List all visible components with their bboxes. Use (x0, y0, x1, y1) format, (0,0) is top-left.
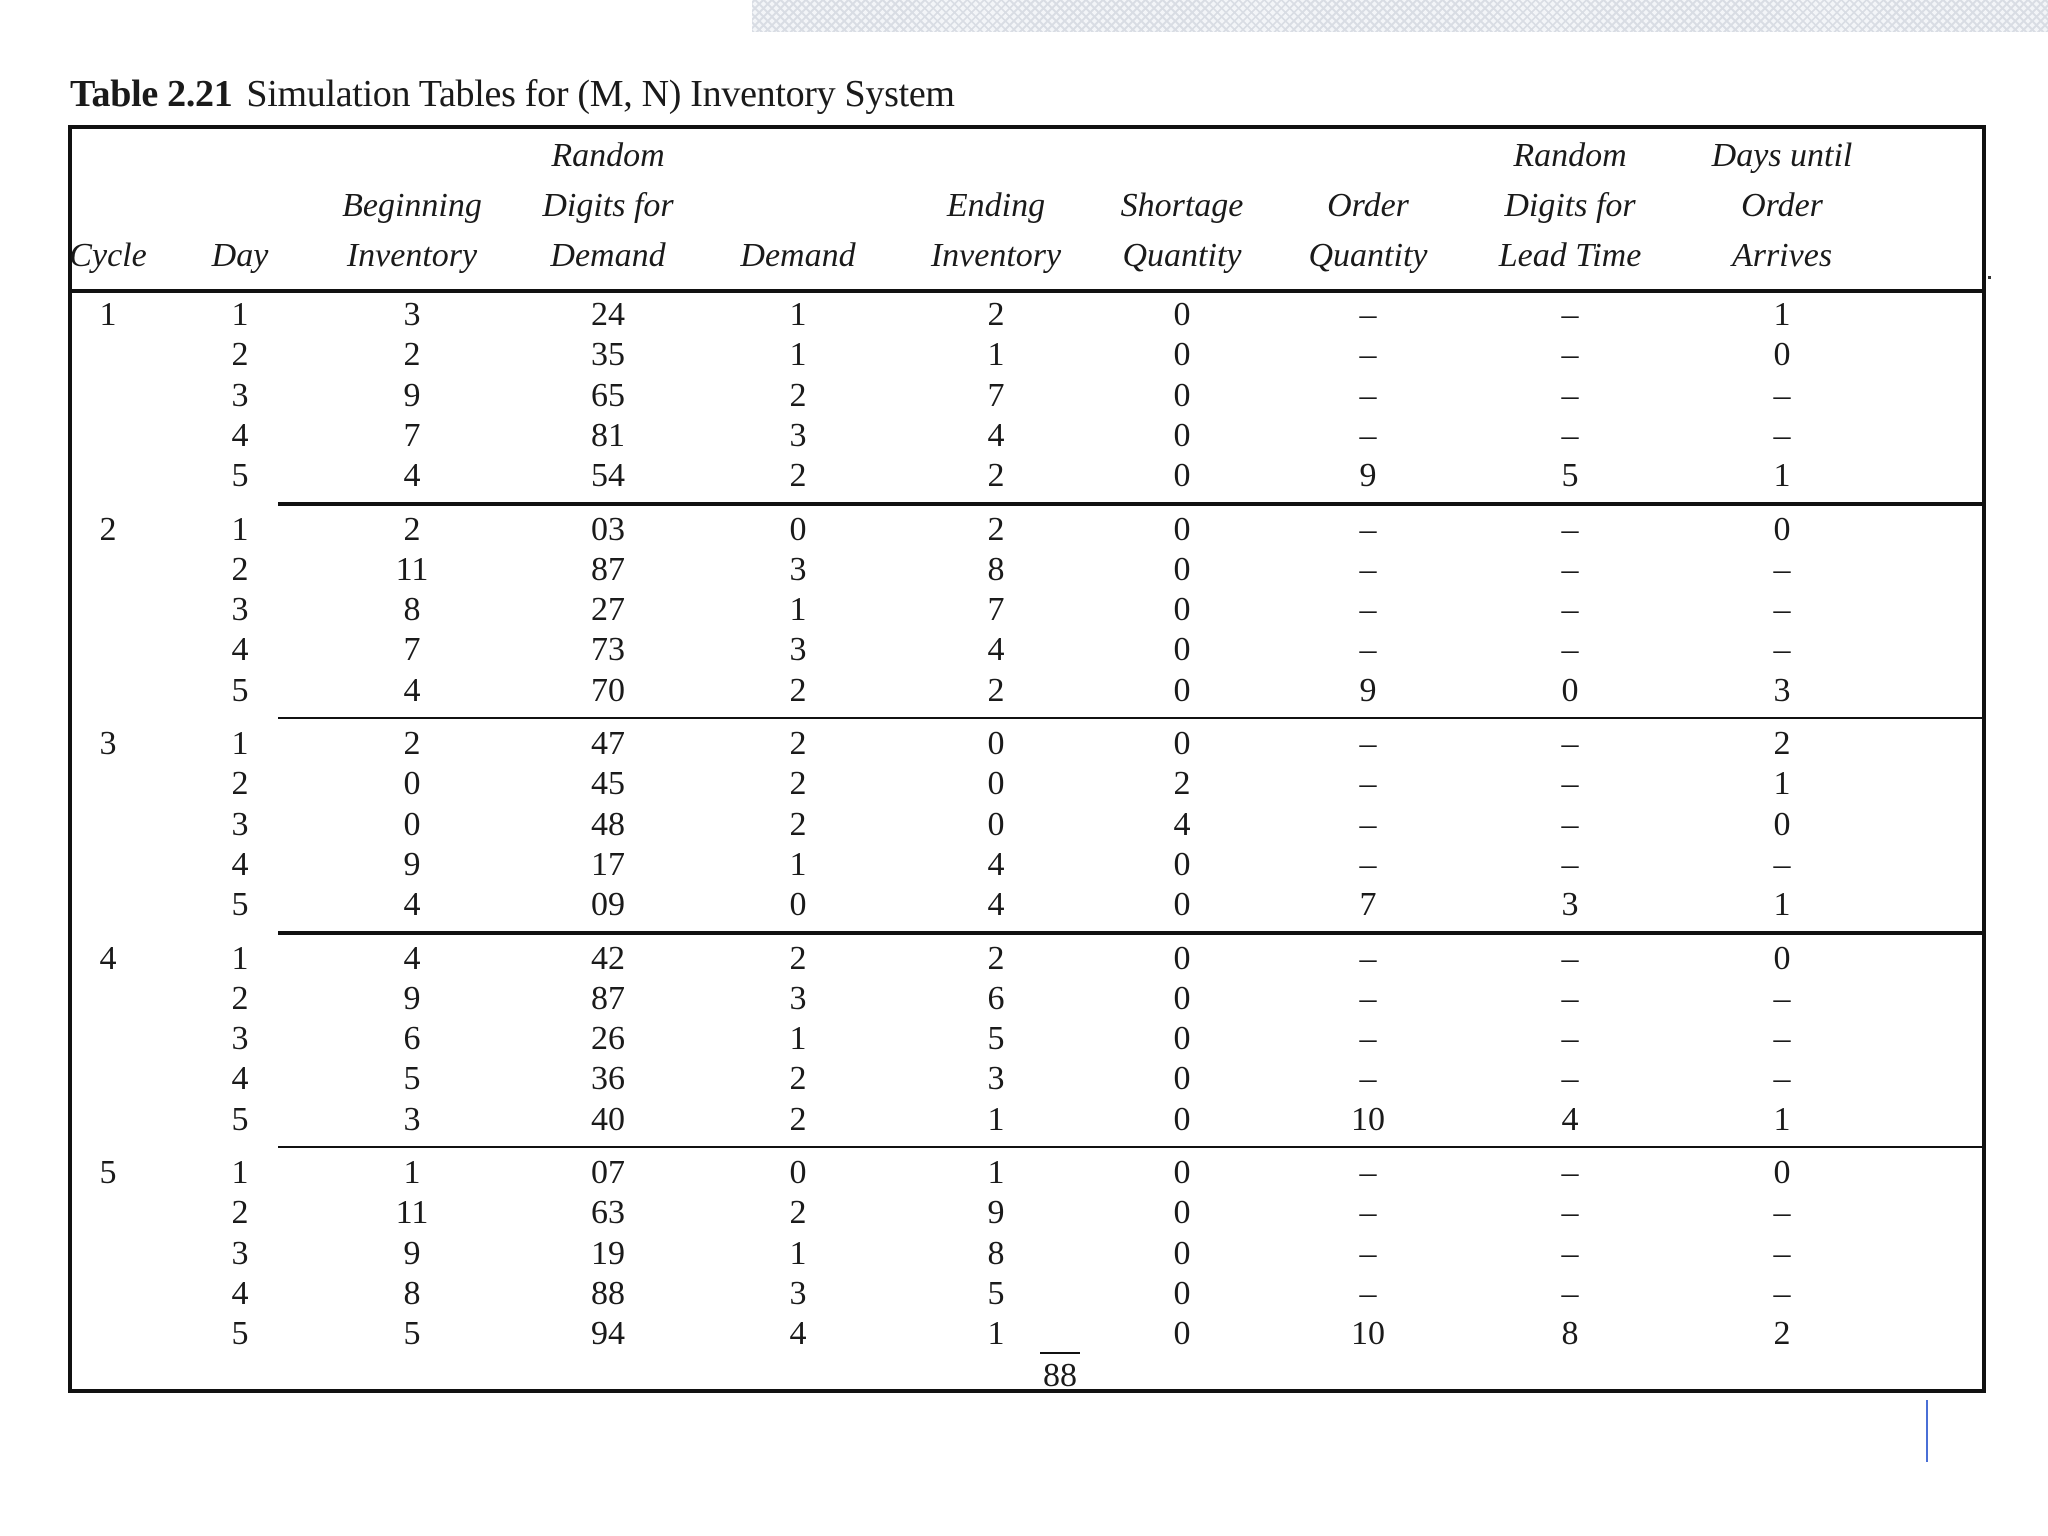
cell-ending-inventory: 0 (987, 805, 1005, 843)
cell-random-digits-lead-time: – (1561, 765, 1579, 803)
header-cycle (69, 231, 146, 281)
cell-random-digits-lead-time: – (1561, 1194, 1579, 1232)
cell-random-digits-lead-time: 3 (1561, 886, 1579, 924)
cell-random-digits-demand: 19 (591, 1234, 625, 1272)
cell-shortage-quantity: 0 (1173, 671, 1191, 709)
header-line: Shortage (1120, 187, 1244, 224)
cell-ending-inventory: 5 (987, 1020, 1005, 1058)
cell-beginning-inventory: 4 (403, 457, 421, 495)
cell-order-quantity: – (1359, 1274, 1377, 1312)
cell-days-until-order-arrives: 1 (1773, 296, 1791, 333)
cell-day: 4 (231, 1274, 249, 1312)
cell-ending-inventory: 9 (987, 1194, 1005, 1232)
cell-random-digits-lead-time: 0 (1561, 671, 1579, 709)
cell-order-quantity: – (1359, 1194, 1377, 1232)
cell-ending-inventory: 2 (987, 939, 1005, 977)
cell-beginning-inventory: 3 (403, 296, 421, 333)
cell-shortage-quantity: 0 (1173, 939, 1191, 977)
header-line: Digits for (1504, 187, 1636, 224)
header-line: Days until (1711, 137, 1853, 174)
cell-shortage-quantity: 0 (1173, 550, 1191, 588)
cell-order-quantity: – (1359, 336, 1377, 374)
cell-day: 2 (231, 336, 249, 374)
cell-random-digits-demand: 40 (591, 1100, 625, 1138)
cell-ending-inventory: 4 (987, 886, 1005, 924)
cell-day: 4 (231, 1060, 249, 1098)
cell-shortage-quantity: 0 (1173, 1234, 1191, 1272)
header-order-quantity (1309, 181, 1428, 281)
cell-beginning-inventory: 5 (403, 1060, 421, 1098)
cell-random-digits-demand: 42 (591, 939, 625, 977)
cell-ending-inventory: 4 (987, 631, 1005, 669)
cell-random-digits-demand: 24 (591, 296, 625, 333)
cycle-number: 3 (99, 725, 117, 762)
cell-demand: 2 (789, 805, 807, 843)
cell-random-digits-demand: 87 (591, 550, 625, 588)
cell-random-digits-demand: 36 (591, 1060, 625, 1098)
header-line: Random (551, 137, 665, 174)
cell-shortage-quantity: 0 (1173, 631, 1191, 669)
cell-day: 4 (231, 416, 249, 454)
cell-order-quantity: – (1359, 845, 1377, 883)
cell-demand: 2 (789, 376, 807, 414)
cell-shortage-quantity: 0 (1173, 1020, 1191, 1058)
cell-shortage-quantity: 0 (1173, 376, 1191, 414)
cell-ending-inventory: 2 (987, 296, 1005, 333)
cell-beginning-inventory: 11 (395, 1194, 429, 1232)
cell-days-until-order-arrives: – (1773, 591, 1791, 629)
ending-inventory-total: 88 (1043, 1357, 1077, 1394)
cycle-separator (278, 1146, 1982, 1148)
cell-shortage-quantity: 0 (1173, 336, 1191, 374)
cell-random-digits-demand: 87 (591, 979, 625, 1017)
cell-beginning-inventory: 8 (403, 1274, 421, 1312)
header-day (212, 231, 269, 281)
simulation-table (68, 125, 1986, 1393)
cell-beginning-inventory: 9 (403, 1234, 421, 1272)
cell-days-until-order-arrives: 1 (1773, 1100, 1791, 1138)
cell-random-digits-demand: 27 (591, 591, 625, 629)
header-line: Day (211, 237, 269, 274)
cell-shortage-quantity: 0 (1173, 416, 1191, 454)
cell-days-until-order-arrives: – (1773, 845, 1791, 883)
cell-random-digits-lead-time: – (1561, 296, 1579, 333)
cell-shortage-quantity: 0 (1173, 1315, 1191, 1353)
cell-random-digits-lead-time: – (1561, 631, 1579, 669)
cell-order-quantity: – (1359, 631, 1377, 669)
header-line: Arrives (1731, 237, 1833, 274)
cell-random-digits-lead-time: – (1561, 939, 1579, 977)
cell-random-digits-lead-time: – (1561, 416, 1579, 454)
cell-random-digits-demand: 70 (591, 671, 625, 709)
cell-random-digits-lead-time: – (1561, 845, 1579, 883)
cell-beginning-inventory: 8 (403, 591, 421, 629)
cell-ending-inventory: 3 (987, 1060, 1005, 1098)
table-number: Table 2.21 (70, 73, 233, 115)
top-decorative-band (752, 0, 2048, 32)
cell-ending-inventory: 5 (987, 1274, 1005, 1312)
cell-shortage-quantity: 4 (1173, 805, 1191, 843)
cell-order-quantity: – (1359, 1060, 1377, 1098)
cell-random-digits-demand: 35 (591, 336, 625, 374)
cell-day: 1 (231, 1154, 249, 1191)
table-caption (70, 72, 955, 116)
table-title: Simulation Tables for (M, N) Inventory System (246, 73, 955, 115)
cell-beginning-inventory: 2 (403, 336, 421, 374)
cell-ending-inventory: 7 (987, 376, 1005, 414)
cell-day: 5 (231, 671, 249, 709)
cell-random-digits-demand: 09 (591, 886, 625, 924)
cell-days-until-order-arrives: – (1773, 1234, 1791, 1272)
cell-random-digits-demand: 26 (591, 1020, 625, 1058)
header-line: Quantity (1308, 237, 1428, 274)
cell-order-quantity: – (1359, 979, 1377, 1017)
cell-shortage-quantity: 0 (1173, 725, 1191, 762)
header-line: Cycle (69, 237, 147, 274)
cell-random-digits-demand: 65 (591, 376, 625, 414)
cell-beginning-inventory: 4 (403, 886, 421, 924)
cell-shortage-quantity: 0 (1173, 1100, 1191, 1138)
cell-random-digits-lead-time: – (1561, 510, 1579, 548)
cell-demand: 0 (789, 886, 807, 924)
cell-random-digits-lead-time: – (1561, 725, 1579, 762)
cell-day: 2 (231, 979, 249, 1017)
cell-days-until-order-arrives: 0 (1773, 1154, 1791, 1191)
cell-demand: 2 (789, 671, 807, 709)
cell-random-digits-lead-time: – (1561, 550, 1579, 588)
cell-demand: 2 (789, 457, 807, 495)
cell-shortage-quantity: 0 (1173, 1154, 1191, 1191)
cell-demand: 3 (789, 550, 807, 588)
header-line: Lead Time (1498, 237, 1642, 274)
cell-day: 4 (231, 631, 249, 669)
cell-day: 3 (231, 1234, 249, 1272)
cell-days-until-order-arrives: 1 (1773, 457, 1791, 495)
cell-random-digits-demand: 81 (591, 416, 625, 454)
cell-beginning-inventory: 5 (403, 1315, 421, 1353)
cell-beginning-inventory: 4 (403, 939, 421, 977)
cell-demand: 2 (789, 939, 807, 977)
cell-random-digits-demand: 47 (591, 725, 625, 762)
cell-order-quantity: 10 (1351, 1100, 1385, 1138)
cell-shortage-quantity: 0 (1173, 886, 1191, 924)
cycle-number: 2 (99, 510, 117, 548)
cell-random-digits-lead-time: – (1561, 376, 1579, 414)
cell-shortage-quantity: 0 (1173, 1274, 1191, 1312)
cell-shortage-quantity: 0 (1173, 1060, 1191, 1098)
total-rule (1040, 1352, 1080, 1354)
cell-order-quantity: – (1359, 376, 1377, 414)
table-header (69, 129, 1982, 293)
cell-order-quantity: – (1359, 416, 1377, 454)
cell-day: 3 (231, 1020, 249, 1058)
cell-random-digits-lead-time: – (1561, 805, 1579, 843)
cell-days-until-order-arrives: – (1773, 1020, 1791, 1058)
cell-shortage-quantity: 0 (1173, 1194, 1191, 1232)
cell-beginning-inventory: 4 (403, 671, 421, 709)
cell-order-quantity: – (1359, 939, 1377, 977)
cell-demand: 2 (789, 1194, 807, 1232)
cell-random-digits-lead-time: – (1561, 1020, 1579, 1058)
cell-ending-inventory: 1 (987, 1315, 1005, 1353)
cell-days-until-order-arrives: 3 (1773, 671, 1791, 709)
cell-ending-inventory: 0 (987, 765, 1005, 803)
cell-ending-inventory: 2 (987, 457, 1005, 495)
cell-day: 3 (231, 376, 249, 414)
cell-demand: 2 (789, 725, 807, 762)
header-line: Inventory (346, 237, 478, 274)
cell-random-digits-lead-time: 4 (1561, 1100, 1579, 1138)
header-days-until-order-arrives (1712, 131, 1853, 281)
cell-day: 5 (231, 1100, 249, 1138)
cell-random-digits-demand: 94 (591, 1315, 625, 1353)
cell-day: 5 (231, 1315, 249, 1353)
cell-ending-inventory: 6 (987, 979, 1005, 1017)
cell-order-quantity: – (1359, 1234, 1377, 1272)
cycle-separator (278, 502, 1982, 506)
header-line: Digits for (542, 187, 674, 224)
header-line: Inventory (930, 237, 1062, 274)
cell-days-until-order-arrives: – (1773, 550, 1791, 588)
cell-day: 5 (231, 457, 249, 495)
header-ending-inventory (931, 181, 1061, 281)
cell-random-digits-demand: 17 (591, 845, 625, 883)
cell-demand: 3 (789, 1274, 807, 1312)
header-line: Quantity (1122, 237, 1242, 274)
cell-ending-inventory: 4 (987, 416, 1005, 454)
cell-ending-inventory: 2 (987, 510, 1005, 548)
header-line: Ending (946, 187, 1046, 224)
cell-order-quantity: – (1359, 805, 1377, 843)
header-random-digits-demand (542, 131, 673, 281)
cell-order-quantity: – (1359, 591, 1377, 629)
header-demand (740, 231, 855, 281)
cell-days-until-order-arrives: 2 (1773, 725, 1791, 762)
cell-beginning-inventory: 9 (403, 979, 421, 1017)
cycle-number: 1 (99, 296, 117, 333)
header-line: Beginning (342, 187, 482, 224)
cell-beginning-inventory: 2 (403, 510, 421, 548)
cell-days-until-order-arrives: – (1773, 1194, 1791, 1232)
cell-day: 3 (231, 805, 249, 843)
cell-random-digits-demand: 45 (591, 765, 625, 803)
cell-demand: 1 (789, 1020, 807, 1058)
cell-demand: 3 (789, 416, 807, 454)
cell-random-digits-demand: 88 (591, 1274, 625, 1312)
cell-random-digits-demand: 73 (591, 631, 625, 669)
cell-demand: 4 (789, 1315, 807, 1353)
cell-beginning-inventory: 7 (403, 416, 421, 454)
cell-days-until-order-arrives: – (1773, 376, 1791, 414)
cell-days-until-order-arrives: – (1773, 631, 1791, 669)
cell-demand: 1 (789, 336, 807, 374)
cell-beginning-inventory: 11 (395, 550, 429, 588)
cell-demand: 1 (789, 845, 807, 883)
cell-ending-inventory: 8 (987, 550, 1005, 588)
cell-days-until-order-arrives: 0 (1773, 510, 1791, 548)
cell-beginning-inventory: 3 (403, 1100, 421, 1138)
cell-day: 2 (231, 550, 249, 588)
cell-day: 1 (231, 939, 249, 977)
cell-shortage-quantity: 0 (1173, 979, 1191, 1017)
cell-days-until-order-arrives: – (1773, 416, 1791, 454)
margin-mark (1988, 276, 1991, 279)
cell-day: 1 (231, 510, 249, 548)
cell-beginning-inventory: 0 (403, 805, 421, 843)
cell-days-until-order-arrives: 0 (1773, 939, 1791, 977)
header-beginning-inventory (342, 181, 482, 281)
cell-demand: 0 (789, 510, 807, 548)
cycle-separator (278, 717, 1982, 719)
cell-days-until-order-arrives: – (1773, 1060, 1791, 1098)
cell-order-quantity: – (1359, 296, 1377, 333)
cell-day: 2 (231, 765, 249, 803)
header-line: Order (1741, 187, 1823, 224)
cell-order-quantity: – (1359, 1020, 1377, 1058)
cell-shortage-quantity: 0 (1173, 457, 1191, 495)
cycle-number: 5 (99, 1154, 117, 1191)
cell-random-digits-demand: 07 (591, 1154, 625, 1191)
cell-random-digits-demand: 03 (591, 510, 625, 548)
cell-beginning-inventory: 1 (403, 1154, 421, 1191)
cell-beginning-inventory: 6 (403, 1020, 421, 1058)
cell-days-until-order-arrives: 1 (1773, 765, 1791, 803)
cell-days-until-order-arrives: – (1773, 979, 1791, 1017)
cell-demand: 1 (789, 591, 807, 629)
cycle-separator (278, 931, 1982, 935)
cell-days-until-order-arrives: 0 (1773, 805, 1791, 843)
cell-ending-inventory: 1 (987, 1154, 1005, 1191)
cell-day: 1 (231, 296, 249, 333)
cell-ending-inventory: 8 (987, 1234, 1005, 1272)
cell-order-quantity: 9 (1359, 457, 1377, 495)
header-line: Demand (740, 237, 856, 274)
cell-ending-inventory: 2 (987, 671, 1005, 709)
cell-day: 2 (231, 1194, 249, 1232)
cell-demand: 1 (789, 296, 807, 333)
header-line: Random (1513, 137, 1627, 174)
cell-beginning-inventory: 0 (403, 765, 421, 803)
cycle-number: 4 (99, 939, 117, 977)
cell-days-until-order-arrives: – (1773, 1274, 1791, 1312)
cell-random-digits-lead-time: – (1561, 591, 1579, 629)
cell-ending-inventory: 0 (987, 725, 1005, 762)
cell-random-digits-lead-time: – (1561, 1060, 1579, 1098)
cell-day: 3 (231, 591, 249, 629)
cell-demand: 3 (789, 631, 807, 669)
cell-days-until-order-arrives: 2 (1773, 1315, 1791, 1353)
cell-shortage-quantity: 0 (1173, 296, 1191, 333)
cell-order-quantity: – (1359, 1154, 1377, 1191)
cell-order-quantity: – (1359, 765, 1377, 803)
cell-random-digits-lead-time: – (1561, 1234, 1579, 1272)
cell-demand: 2 (789, 1060, 807, 1098)
cell-random-digits-demand: 54 (591, 457, 625, 495)
cell-beginning-inventory: 9 (403, 376, 421, 414)
cell-ending-inventory: 1 (987, 336, 1005, 374)
header-random-digits-lead-time (1499, 131, 1642, 281)
cell-beginning-inventory: 2 (403, 725, 421, 762)
cell-day: 1 (231, 725, 249, 762)
cell-random-digits-demand: 63 (591, 1194, 625, 1232)
cell-shortage-quantity: 0 (1173, 845, 1191, 883)
cell-random-digits-lead-time: – (1561, 1154, 1579, 1191)
cell-random-digits-lead-time: – (1561, 336, 1579, 374)
cell-ending-inventory: 4 (987, 845, 1005, 883)
cell-random-digits-lead-time: 5 (1561, 457, 1579, 495)
cell-day: 4 (231, 845, 249, 883)
cell-shortage-quantity: 2 (1173, 765, 1191, 803)
cell-shortage-quantity: 0 (1173, 591, 1191, 629)
cursor-line (1926, 1400, 1928, 1462)
cell-order-quantity: – (1359, 510, 1377, 548)
header-line: Demand (550, 237, 666, 274)
cell-days-until-order-arrives: 0 (1773, 336, 1791, 374)
cell-random-digits-lead-time: 8 (1561, 1315, 1579, 1353)
cell-order-quantity: 9 (1359, 671, 1377, 709)
header-line: Order (1327, 187, 1409, 224)
cell-beginning-inventory: 9 (403, 845, 421, 883)
cell-demand: 3 (789, 979, 807, 1017)
cell-random-digits-lead-time: – (1561, 1274, 1579, 1312)
cell-day: 5 (231, 886, 249, 924)
cell-demand: 1 (789, 1234, 807, 1272)
cell-shortage-quantity: 0 (1173, 510, 1191, 548)
header-shortage-quantity (1121, 181, 1244, 281)
cell-demand: 0 (789, 1154, 807, 1191)
cell-random-digits-demand: 48 (591, 805, 625, 843)
cell-ending-inventory: 1 (987, 1100, 1005, 1138)
cell-beginning-inventory: 7 (403, 631, 421, 669)
cell-demand: 2 (789, 765, 807, 803)
cell-demand: 2 (789, 1100, 807, 1138)
cell-random-digits-lead-time: – (1561, 979, 1579, 1017)
cell-days-until-order-arrives: 1 (1773, 886, 1791, 924)
cell-order-quantity: – (1359, 550, 1377, 588)
cell-order-quantity: 10 (1351, 1315, 1385, 1353)
cell-order-quantity: – (1359, 725, 1377, 762)
cell-ending-inventory: 7 (987, 591, 1005, 629)
cell-order-quantity: 7 (1359, 886, 1377, 924)
